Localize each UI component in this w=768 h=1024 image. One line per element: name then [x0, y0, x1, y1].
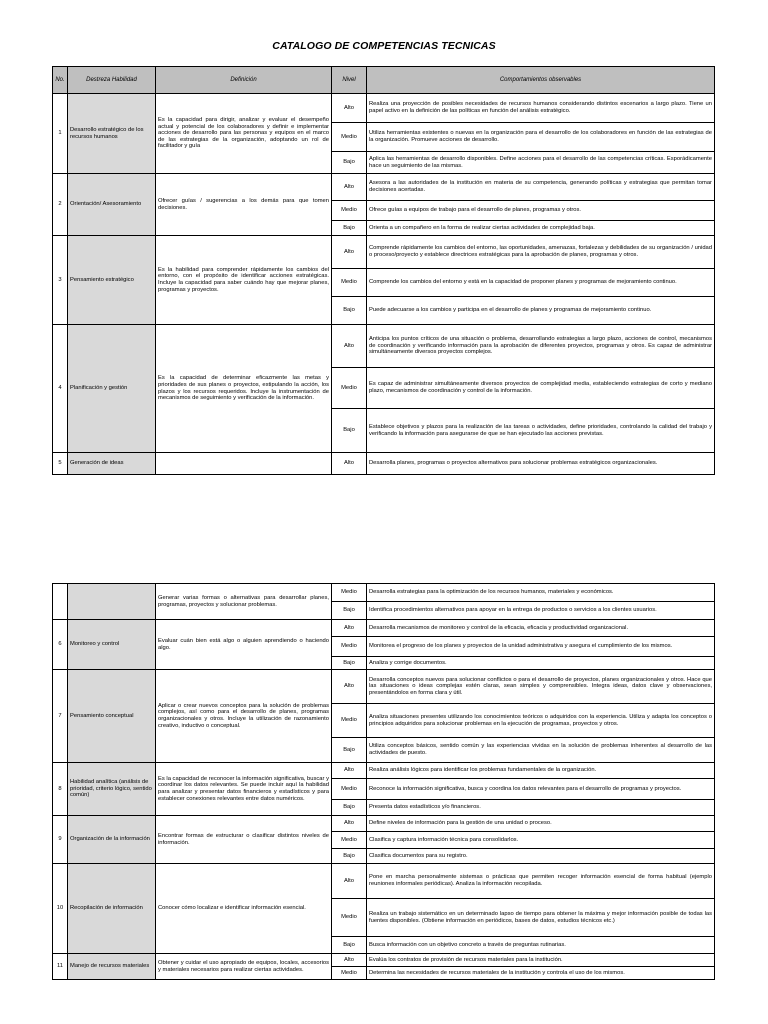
- observable-behavior: Realiza una proyección de posibles necesidades de recursos humanos considerando distintos escenarios a largo plazo. Tiene un papel activo en la definición de las políticas en función del análisis estratégico.: [367, 94, 715, 123]
- table-row: [53, 325, 715, 368]
- observable-behavior: Determina las necesidades de recursos materiales de la institución y controla el uso de los mismos.: [367, 967, 715, 980]
- competency-level: Bajo: [332, 800, 367, 816]
- competency-number: 2: [53, 174, 68, 236]
- observable-behavior: Evalúa los contratos de provisión de recursos materiales para la institución.: [367, 954, 715, 967]
- competency-skill: [68, 584, 156, 620]
- competency-level: Medio: [332, 368, 367, 409]
- competency-level: Alto: [332, 670, 367, 704]
- observable-behavior: Clasifica documentos para su registro.: [367, 849, 715, 864]
- table-row: [53, 453, 715, 475]
- competency-skill: Pensamiento conceptual: [68, 670, 156, 763]
- observable-behavior: Puede adecuarse a los cambios y participa en el desarrollo de planes y programas de mejoramiento continuo.: [367, 297, 715, 325]
- observable-behavior: Utiliza conceptos básicos, sentido común y las experiencias vividas en la solución de problemas inherentes al desarrollo de las actividades de puesto.: [367, 738, 715, 763]
- observable-behavior: Realiza análisis lógicos para identificar los problemas fundamentales de la organización.: [367, 763, 715, 779]
- observable-behavior: Desarrolla estrategias para la optimización de los recursos humanos, materiales y económicos.: [367, 584, 715, 602]
- competency-number: 11: [53, 954, 68, 980]
- table-row: [53, 816, 715, 832]
- observable-behavior: Presenta datos estadísticos y/o financieros.: [367, 800, 715, 816]
- table-row: [53, 620, 715, 637]
- observable-behavior: Asesora a las autoridades de la institución en materia de su competencia, generando políticas y estrategias que permitan tomar decisiones acertadas.: [367, 174, 715, 201]
- header-level: Nivel: [332, 67, 367, 94]
- observable-behavior: Define niveles de información para la gestión de una unidad o proceso.: [367, 816, 715, 832]
- competency-level: Medio: [332, 704, 367, 738]
- observable-behavior: Aplica las herramientas de desarrollo disponibles. Define acciones para el desarrollo de las competencias críticas. Esporádicamente hace un seguimiento de las mismas.: [367, 152, 715, 174]
- observable-behavior: Orienta a un compañero en la forma de realizar ciertas actividades de complejidad baja.: [367, 221, 715, 236]
- observable-behavior: Desarrolla conceptos nuevos para solucionar conflictos o para el desarrollo de proyectos, planes organizacionales y otros. Hace que las situaciones o ideas complejas estén claras, sean simples y comprensibles. Integra ideas, datos clave y observaciones, presentándolos en forma clara y útil.: [367, 670, 715, 704]
- competency-number: 7: [53, 670, 68, 763]
- competency-skill: Orientación/ Asesoramiento: [68, 174, 156, 236]
- competency-level: Alto: [332, 325, 367, 368]
- competency-level: Medio: [332, 779, 367, 800]
- competency-number: 10: [53, 864, 68, 954]
- competency-definition: Aplicar o crear nuevos conceptos para la solución de problemas complejos, así como para el desarrollo de planes, programas organizacionales y otros. Incluye la utilización de razonamiento creativo, inductivo o conceptual.: [156, 670, 332, 763]
- competency-level: Alto: [332, 236, 367, 269]
- competency-skill: Habilidad analítica (análisis de prioridad, criterio lógico, sentido común): [68, 763, 156, 816]
- competency-skill: Generación de ideas: [68, 453, 156, 475]
- competency-level: Medio: [332, 637, 367, 657]
- competency-level: Medio: [332, 967, 367, 980]
- observable-behavior: Comprende los cambios del entorno y está en la capacidad de proponer planes y programas de mejoramiento continuo.: [367, 269, 715, 297]
- competency-skill: Pensamiento estratégico: [68, 236, 156, 325]
- table-row: [53, 954, 715, 967]
- observable-behavior: Establece objetivos y plazos para la realización de las tareas o actividades, define prioridades, controlando la calidad del trabajo y verificando la información para asegurarse de que se han ejecutado las acciones previstas.: [367, 409, 715, 453]
- observable-behavior: Reconoce la información significativa, busca y coordina los datos relevantes para el desarrollo de programas y proyectos.: [367, 779, 715, 800]
- competency-definition: Ofrecer guías / sugerencias a los demás para que tomen decisiones.: [156, 174, 332, 236]
- header-behaviors: Comportamientos observables: [367, 67, 715, 94]
- observable-behavior: Es capaz de administrar simultáneamente diversos proyectos de complejidad media, estableciendo estrategias de corto y mediano plazo, mecanismos de coordinación y control de la información.: [367, 368, 715, 409]
- competencies-table-1: [52, 66, 715, 475]
- table-row: [53, 763, 715, 779]
- competency-level: Medio: [332, 123, 367, 152]
- competency-level: Bajo: [332, 409, 367, 453]
- competency-level: Medio: [332, 584, 367, 602]
- competency-level: Bajo: [332, 738, 367, 763]
- competency-definition: Encontrar formas de estructurar o clasificar distintos niveles de información.: [156, 816, 332, 864]
- header-definition: Definición: [156, 67, 332, 94]
- table-row: [53, 864, 715, 899]
- competency-level: Bajo: [332, 657, 367, 670]
- competency-definition: Conocer cómo localizar e identificar información esencial.: [156, 864, 332, 954]
- competency-number: 3: [53, 236, 68, 325]
- competencies-table-2: [52, 583, 715, 980]
- observable-behavior: Pone en marcha personalmente sistemas o prácticas que permiten recoger información esencial de forma habitual (ejemplo reuniones informales periódicas). Analiza la información recopilada.: [367, 864, 715, 899]
- competency-number: 9: [53, 816, 68, 864]
- competency-definition: Es la capacidad de determinar eficazmente las metas y prioridades de sus planes o proyectos, estipulando la acción, los plazos y los recursos requeridos. Incluye la instrumentación de mecanismos de seguimiento y verificación de la información.: [156, 325, 332, 453]
- observable-behavior: Clasifica y captura información técnica para consolidarlos.: [367, 832, 715, 849]
- competency-definition: Generar varias formas o alternativas para desarrollar planes, programas, proyectos y solucionar problemas.: [156, 584, 332, 620]
- competency-number: [53, 584, 68, 620]
- competency-skill: Monitoreo y control: [68, 620, 156, 670]
- table-row: [53, 670, 715, 704]
- competency-level: Bajo: [332, 152, 367, 174]
- observable-behavior: Busca información con un objetivo concreto a través de preguntas rutinarias.: [367, 937, 715, 954]
- observable-behavior: Desarrolla planes, programas o proyectos alternativos para solucionar problemas estratégicos organizacionales.: [367, 453, 715, 475]
- competency-skill: Desarrollo estratégico de los recursos humanos: [68, 94, 156, 174]
- competency-number: 4: [53, 325, 68, 453]
- competency-level: Medio: [332, 269, 367, 297]
- competency-level: Bajo: [332, 602, 367, 620]
- competency-definition: Es la capacidad para dirigir, analizar y evaluar el desempeño actual y potencial de los colaboradores y definir e implementar acciones de desarrollo para las personas y equipos en el marco de las estrategias de la organización, adoptando un rol de facilitador y guía: [156, 94, 332, 174]
- competency-definition: [156, 453, 332, 475]
- competency-level: Alto: [332, 174, 367, 201]
- competency-level: Alto: [332, 864, 367, 899]
- observable-behavior: Realiza un trabajo sistemático en un determinado lapso de tiempo para obtener la máxima y mejor información posible de todas las fuentes disponibles. (Obtiene información en periódicos, bases de datos, estudios técnicos etc.): [367, 899, 715, 937]
- observable-behavior: Desarrolla mecanismos de monitoreo y control de la eficacia, eficacia y productividad organizacional.: [367, 620, 715, 637]
- competency-definition: Obtener y cuidar el uso apropiado de equipos, locales, accesorios y materiales necesarios para realizar ciertas actividades.: [156, 954, 332, 980]
- observable-behavior: Utiliza herramientas existentes o nuevas en la organización para el desarrollo de los colaboradores en función de las estrategias de la organización. Promueve acciones de desarrollo.: [367, 123, 715, 152]
- competency-definition: Es la capacidad de reconocer la información significativa, buscar y coordinar los datos relevantes. Se puede incluir aquí la habilidad para analizar y presentar datos financieros y estadísticos y para establecer conexiones relevantes entre datos numéricos.: [156, 763, 332, 816]
- header-no: No.: [53, 67, 68, 94]
- table-row: [53, 236, 715, 269]
- competency-level: Alto: [332, 954, 367, 967]
- competency-number: 1: [53, 94, 68, 174]
- competency-number: 8: [53, 763, 68, 816]
- competency-definition: Es la habilidad para comprender rápidamente los cambios del entorno, con el propósito de identificar acciones estratégicas. Incluye la capacidad para saber cuándo hay que mejorar planes, programas y proyectos.: [156, 236, 332, 325]
- observable-behavior: Monitorea el progreso de los planes y proyectos de la unidad administrativa y asegura el cumplimiento de los mismos.: [367, 637, 715, 657]
- table-row: [53, 174, 715, 201]
- observable-behavior: Identifica procedimientos alternativos para apoyar en la entrega de productos o servicios a los clientes usuarios.: [367, 602, 715, 620]
- competency-level: Medio: [332, 832, 367, 849]
- competency-level: Medio: [332, 201, 367, 221]
- competency-level: Alto: [332, 816, 367, 832]
- observable-behavior: Ofrece guías a equipos de trabajo para el desarrollo de planes, programas y otros.: [367, 201, 715, 221]
- competency-skill: Organización de la información: [68, 816, 156, 864]
- competency-level: Bajo: [332, 221, 367, 236]
- competency-skill: Manejo de recursos materiales: [68, 954, 156, 980]
- competency-number: 6: [53, 620, 68, 670]
- competency-level: Alto: [332, 620, 367, 637]
- document-title: CATALOGO DE COMPETENCIAS TECNICAS: [272, 40, 496, 52]
- table-header-row: [53, 67, 715, 94]
- table-row: [53, 584, 715, 602]
- observable-behavior: Analiza y corrige documentos.: [367, 657, 715, 670]
- observable-behavior: Anticipa los puntos críticos de una situación o problema, desarrollando estrategias a largo plazo, acciones de control, mecanismos de coordinación y verificando información para la aprobación de diferentes proyectos, programas y otros. Es capaz de administrar simultáneamente diversos proyectos complejos.: [367, 325, 715, 368]
- competency-level: Medio: [332, 899, 367, 937]
- competency-definition: Evaluar cuán bien está algo o alguien aprendiendo o haciendo algo.: [156, 620, 332, 670]
- observable-behavior: Analiza situaciones presentes utilizando los conocimientos teóricos o adquiridos con la experiencia. Utiliza y adapta los conceptos o principios adquiridos para solucionar problemas en la ejecución de programas, proyectos y otros.: [367, 704, 715, 738]
- header-skill: Destreza Habilidad: [68, 67, 156, 94]
- competency-level: Alto: [332, 763, 367, 779]
- competency-level: Alto: [332, 94, 367, 123]
- table-row: [53, 94, 715, 123]
- competency-level: Alto: [332, 453, 367, 475]
- competency-skill: Planificación y gestión: [68, 325, 156, 453]
- observable-behavior: Comprende rápidamente los cambios del entorno, las oportunidades, amenazas, fortalezas y debilidades de su organización / unidad o proceso/proyecto y establece directrices estratégicas para la aprobación de planes, programas y otros.: [367, 236, 715, 269]
- competency-level: Bajo: [332, 849, 367, 864]
- competency-level: Bajo: [332, 297, 367, 325]
- competency-number: 5: [53, 453, 68, 475]
- competency-level: Bajo: [332, 937, 367, 954]
- competency-skill: Recopilación de información: [68, 864, 156, 954]
